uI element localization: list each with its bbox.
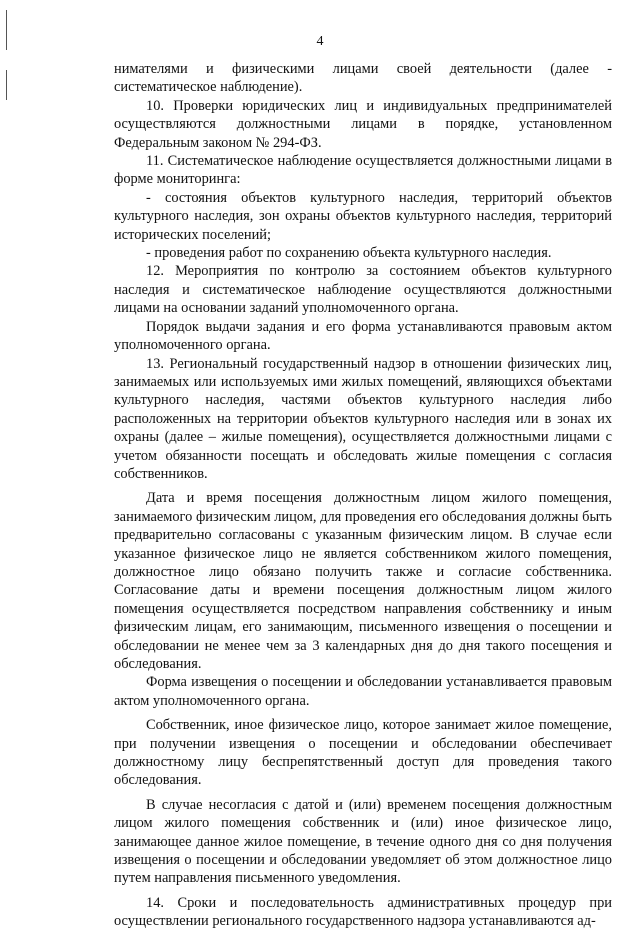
list-item-monitoring-objects: - состояния объектов культурного наследия, территорий объектов культурного наследия, зон охраны объектов культурного наследия, территорий исторических поселений;	[114, 189, 612, 243]
paragraph-14: 14. Сроки и последовательность административных процедур при осуществлении регионального государственного надзора устанавливаются ад-	[114, 894, 612, 930]
paragraph-continuation: нимателями и физическими лицами своей деятельности (далее - систематическое наблюдение).	[114, 61, 612, 96]
paragraph-10: 10. Проверки юридических лиц и индивидуальных предпринимателей осуществляются должностными лицами в порядке, установленном Федеральным законом № 294-ФЗ.	[114, 97, 612, 151]
scan-margin-mark	[6, 70, 7, 100]
paragraph-visit-date: Дата и время посещения должностным лицом жилого помещения, занимаемого физическим лицом, для проведения его обследования должны быть предварительно согласованы с указанным физическим лицом. В случае если указанное физическое лицо не является собственником жилого помещения, должностное лицо обязано получить также и согласие собственника. Согласование даты и времени посещения должностным лицом жилого помещения осуществляется посредством направления собственнику и иным физическим лицам, его занимающим, письменного извещения о посещении и обследовании не менее чем за 3 календарных дня до дня такого посещения и обследования.	[114, 490, 612, 672]
page-number: 4	[316, 34, 324, 49]
document-body	[114, 60, 612, 931]
paragraph-owner-access: Собственник, иное физическое лицо, которое занимает жилое помещение, при получении извещения о посещении и обследовании обеспечивает должностному лицу беспрепятственный доступ для проведения такого обследования.	[114, 717, 612, 789]
paragraph-task-order: Порядок выдачи задания и его форма устанавливаются правовым актом уполномоченного органа.	[114, 318, 612, 354]
paragraph-11: 11. Систематическое наблюдение осуществляется должностными лицами в форме мониторинга:	[114, 153, 612, 188]
list-item-monitoring-works: - проведения работ по сохранению объекта культурного наследия.	[146, 245, 552, 262]
paragraph-12: 12. Мероприятия по контролю за состоянием объектов культурного наследия и систематическое наблюдение осуществляются должностными лицами на основании заданий уполномоченного органа.	[114, 263, 612, 317]
paragraph-notice-form: Форма извещения о посещении и обследовании устанавливается правовым актом уполномоченного органа.	[114, 674, 612, 709]
paragraph-13: 13. Региональный государственный надзор в отношении физических лиц, занимаемых или используемых ими жилых помещений, являющихся объектами культурного наследия, частями объектов культурного наследия либо расположенных на территории объектов культурного наследия или в зонах их охраны (далее – жилые помещения), осуществляется должностными лицами с учетом обязанности посещать и обследовать жилые помещения с согласия собственников.	[114, 355, 612, 482]
paragraph-disagreement: В случае несогласия с датой и (или) временем посещения должностным лицом жилого помещения собственник и (или) иное физическое лицо, занимающее данное жилое помещение, в течение одного дня со дня получения извещения о посещении и обследовании уведомляет об этом должностное лицо путем направления письменного уведомления.	[114, 796, 612, 887]
